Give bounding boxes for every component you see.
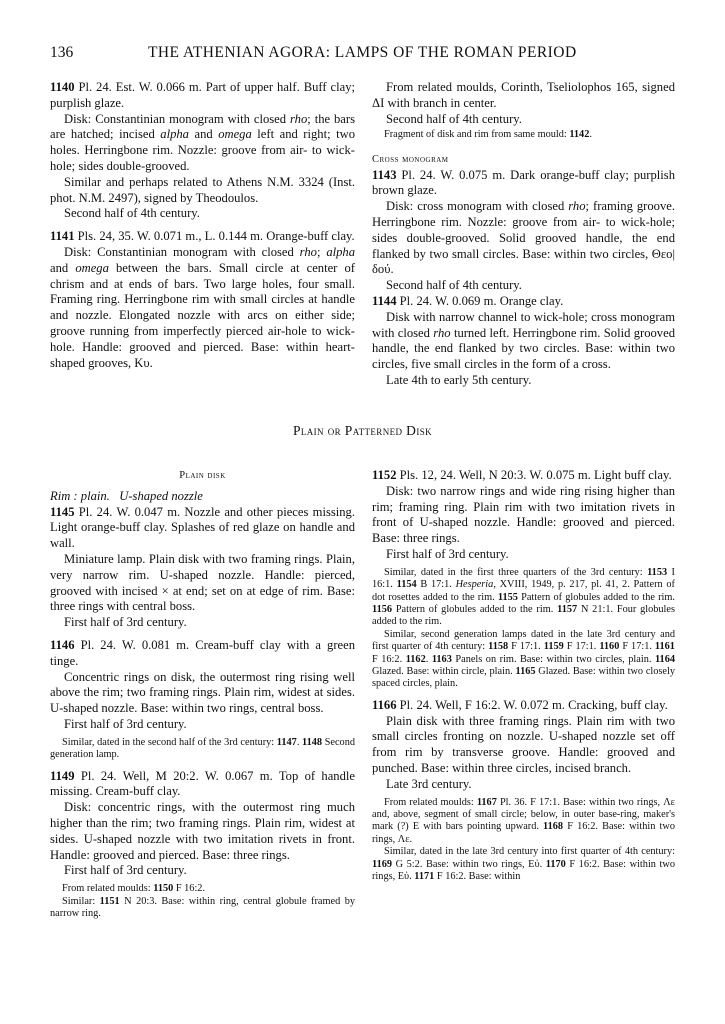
page-number: 136 [50,44,74,61]
left-column-top [50,80,355,371]
entry-1146-note: Similar, dated in the second half of the 3rd century: 1147. 1148 Second generation lamp. [50,736,355,761]
right-column-top [372,80,675,389]
running-title: THE ATHENIAN AGORA: LAMPS OF THE ROMAN PERIOD [148,44,577,61]
entry-1152-note-similar: Similar, dated in the first three quarters of the 3rd century: 1153 I 16:1. 1154 B 17:1. Hesperia, XVIII, 1949, p. 217, pl. 41, 2. Pattern of dot rosettes added to the rim. 1155 Pattern of globules added to the rim. 1156 Pattern of globules added to the rim. 1157 N 21:1. Four globules added to the rim. [372,566,675,628]
entry-1152-desc: Disk: two narrow rings and wide ring rising higher than rim; framing ring. Plain rim with two imitation rivets in front of U-shaped nozzle. Handle: grooved and pierced. Base: three rings. [372,483,675,546]
entry-1149-desc: Disk: concentric rings, with the outermost ring much higher than the rim; two framing rings. Plain rim, widest at sides. U-shaped nozzle with two imitation rivets in front. Handle: grooved and pierced. Base: three rings. [50,800,355,862]
entry-1146-date: First half of 3rd century. [64,716,187,731]
entry-1141-disk: Disk: Constantinian monogram with closed rho; alpha and omega between the bars. Small circle at center of chrism and at ends of bars. Two large holes, four small. Framing ring. Herringbone rim with small circles at handle and nozzle. Elongated nozzle with arcs on either side; groove running from imperfectly pierced air-hole to wick-hole. Handle: grooved and pierced. Base: within heart-shaped grooves, Kυ. [50,244,355,370]
related-moulds-corinth: From related moulds, Corinth, Tseliolophos 165, signed ΔΙ with branch in center. [372,80,675,110]
entry-1166-desc: Plain disk with three framing rings. Plain rim with two small circles fronting on nozzle. U-shaped nozzle set off from rim by transverse groove. Handle: grooved and punched. Base: within three circles, incised branch. [372,713,675,776]
entry-1152-heading: 1152 Pls. 12, 24. Well, N 20:3. W. 0.075 m. Light buff clay. [372,468,672,482]
entry-number: 1166 [372,697,397,712]
running-header [50,44,675,64]
entry-number: 1143 [372,167,397,182]
plain-disk-heading: Plain disk [179,470,226,481]
entry-number: 1141 [50,229,75,244]
entry-1166-date: Late 3rd century. [386,776,472,791]
entry-1143-date: Second half of 4th century. [386,278,522,293]
entry-1149-date: First half of 3rd century. [64,863,187,878]
right-column-bottom [372,468,675,883]
entry-1140-similar: Similar and perhaps related to Athens N.M. 3324 (Inst. phot. N.M. 2497), signed by Theodoulos. [50,174,355,205]
entry-1149-note-similar: Similar: 1151 N 20:3. Base: within ring, central globule framed by narrow ring. [50,895,355,919]
entry-number: 1152 [372,468,397,482]
entry-1143-disk: Disk: cross monogram with closed rho; framing groove. Herringbone rim. Nozzle: groove from air- to wick-hole; sides double-grooved. Solid grooved handle, the end flanked by two small circles. Base: within two circles, Θεο|δού. [372,199,675,277]
entry-1144-date: Late 4th to early 5th century. [386,372,532,387]
section-heading: Plain or Patterned Disk [292,423,433,438]
entry-1144-disk: Disk with narrow channel to wick-hole; cross monogram with closed rho turned left. Herringbone rim. Solid grooved handle, the end flanked by two circles. Base: within two circles, five small circles in the form of a cross. [372,309,675,372]
entry-1149-note-moulds: From related moulds: 1150 F 16:2. [62,883,206,895]
entry-1145-date: First half of 3rd century. [64,615,187,630]
entry-1149-heading: 1149 Pl. 24. Well, M 20:2. W. 0.067 m. Top of handle missing. Cream-buff clay. [50,768,355,799]
entry-number: 1144 [372,293,397,308]
entry-1145-desc: Miniature lamp. Plain disk with two framing rings. Plain, very narrow rim. U-shaped nozzle. Handle: pierced, grooved with incised × at end; set on at edge of rim. Base: three rings with central boss. [50,551,355,614]
entry-1145-heading: 1145 Pl. 24. W. 0.047 m. Nozzle and other pieces missing. Light orange-buff clay. Splashes of red glaze on handle and wall. [50,504,355,551]
entry-1152-note-second-gen: Similar, second generation lamps dated in the late 3rd century and first quarter of 4th century: 1158 F 17:1. 1159 F 17:1. 1160 F 17:1. 1161 F 16:2. 1162. 1163 Panels on rim. Base: within two circles, plain. 1164 Glazed. Base: within circle, plain. 1165 Glazed. Base: within two closely spaced circles, plain. [372,628,675,690]
cross-monogram-heading: Cross monogram [372,153,449,165]
entry-1152-date: First half of 3rd century. [386,546,509,561]
entry-1166-note-similar: Similar, dated in the late 3rd century into first quarter of 4th century: 1169 G 5:2. Base: within two rings, Eὐ. 1170 F 16:2. Base: within two rings, Eὐ. 1171 F 16:2. Base: within [372,846,675,883]
entry-number: 1149 [50,768,75,783]
entry-1140-date: Second half of 4th century. [64,206,200,221]
entry-1140-disk: Disk: Constantinian monogram with closed rho; the bars are hatched; incised alpha and omega left and right; two holes. Herringbone rim. Nozzle: groove from air- to wick-hole; sides double-grooved. [50,111,356,173]
entry-1166-heading: 1166 Pl. 24. Well, F 16:2. W. 0.072 m. Cracking, buff clay. [372,697,668,712]
fragment-note: Fragment of disk and rim from same mould: 1142. [384,129,592,141]
left-column-bottom [50,468,355,920]
entry-1166-note-moulds: From related moulds: 1167 Pl. 36. F 17:1. Base: within two rings, Λε and, above, segment of small circle; below, in outer base-ring, maker's mark (?) E with bars pointing upward. 1168 F 16:2. Base: within two rings, Λε. [372,796,675,845]
related-moulds-date: Second half of 4th century. [386,111,522,126]
entry-number: 1140 [50,80,75,94]
entry-1146-heading: 1146 Pl. 24. W. 0.081 m. Cream-buff clay with a green tinge. [50,637,355,668]
entry-1146-desc: Concentric rings on disk, the outermost ring rising well above the rim; two framing rings. Plain rim, widest at sides. U-shaped nozzle. Base: within two rings, central boss. [50,669,355,716]
entry-1141-heading: 1141 Pls. 24, 35. W. 0.071 m., L. 0.144 m. Orange-buff clay. [50,229,355,244]
entry-number: 1146 [50,637,75,652]
entry-1143-heading: 1143 Pl. 24. W. 0.075 m. Dark orange-buff clay; purplish brown glaze. [372,167,675,198]
entry-1140-heading: 1140 Pl. 24. Est. W. 0.066 m. Part of upper half. Buff clay; purplish glaze. [50,80,355,110]
rim-nozzle-label: Rim : plain. U-shaped nozzle [50,488,203,503]
entry-1144-heading: 1144 Pl. 24. W. 0.069 m. Orange clay. [372,293,564,308]
entry-number: 1145 [50,504,75,519]
